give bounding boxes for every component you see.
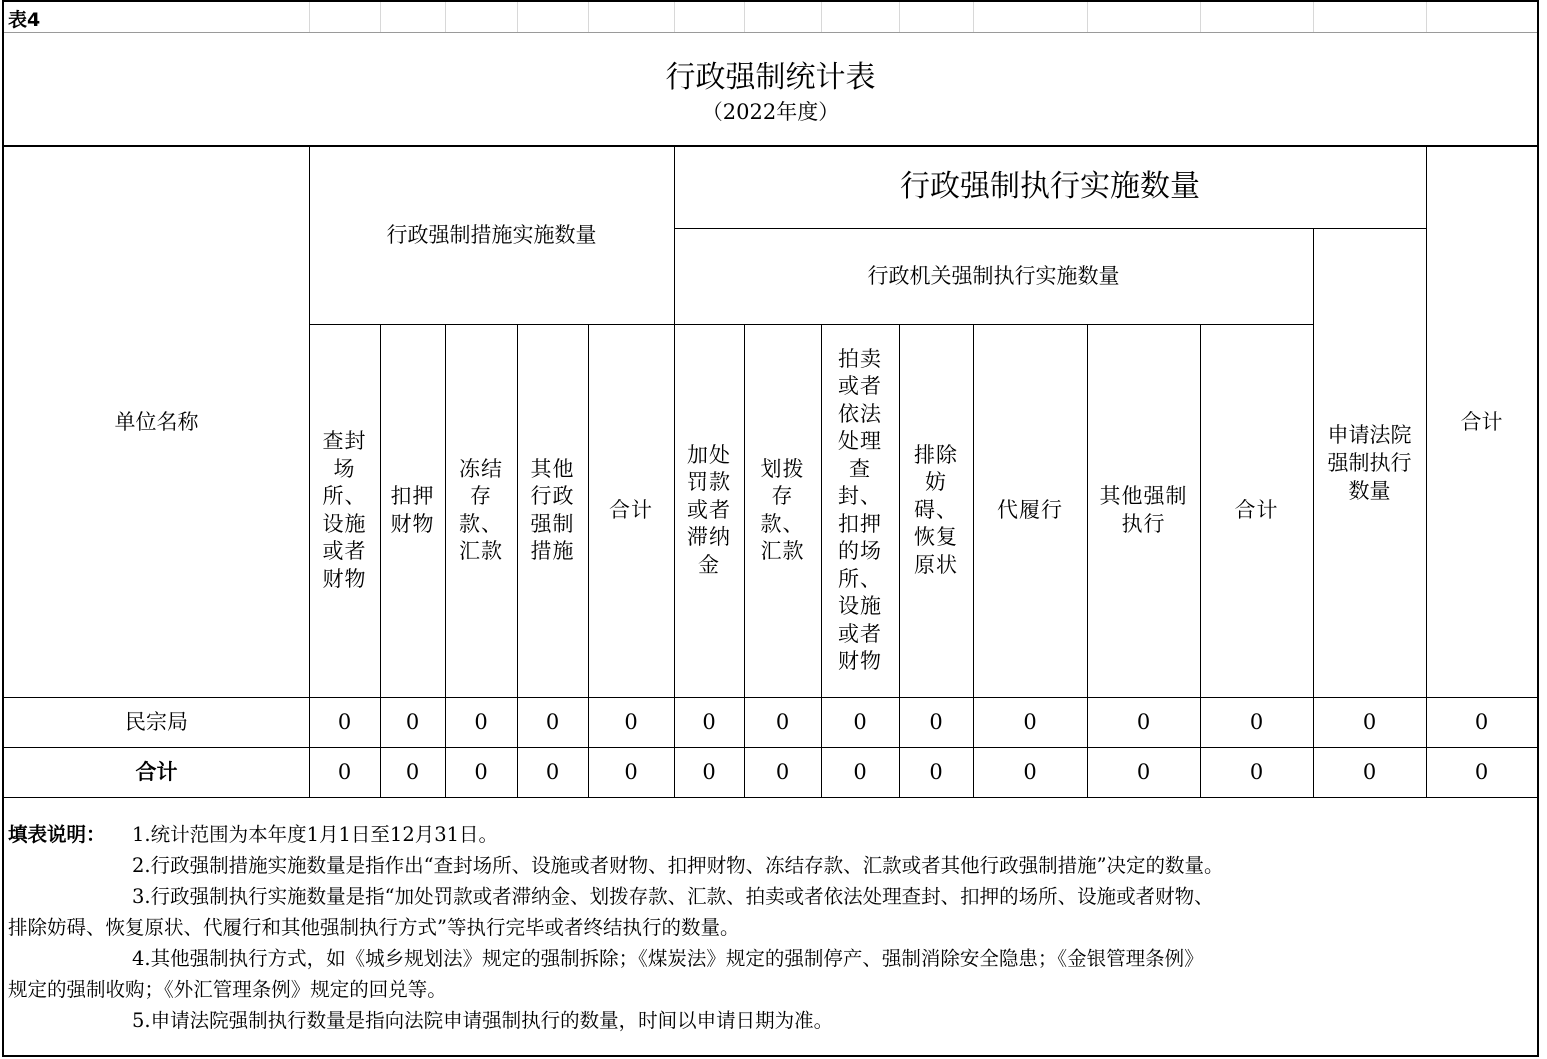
notes-label: 填表说明： [8, 823, 106, 846]
sheet-label: 表4 [8, 9, 41, 31]
note-item-5: 5.申请法院强制执行数量是指向法院申请强制执行的数量，时间以申请日期为准。 [132, 1009, 834, 1032]
row-value: 0 [545, 760, 560, 784]
row-name: 合计 [135, 760, 178, 784]
row-value: 0 [1023, 760, 1037, 784]
header-other-measures: 其他行政强制措施 [530, 456, 575, 563]
row-value: 0 [1474, 760, 1489, 784]
row-value: 0 [545, 710, 560, 734]
note-item-3: 3.行政强制执行实施数量是指“加处罚款或者滞纳金、划拨存款、汇款、拍卖或者依法处理查封、扣押的场所、设施或者财物、 [132, 885, 1214, 908]
row-value: 0 [337, 760, 352, 784]
row-value: 0 [853, 710, 867, 734]
header-late-fine: 加处罚款或者滞纳金 [687, 442, 731, 577]
page-title: 行政强制统计表 [665, 60, 876, 95]
row-value: 0 [853, 760, 867, 784]
row-value: 0 [405, 760, 420, 784]
header-execution-group: 行政强制执行实施数量 [900, 169, 1200, 204]
header-agency-execution-group: 行政机关强制执行实施数量 [867, 264, 1120, 288]
row-name: 民宗局 [125, 710, 188, 734]
row-value: 0 [337, 710, 352, 734]
row-value: 0 [1023, 710, 1037, 734]
header-agency-total: 合计 [1234, 497, 1279, 522]
note-item-3-cont: 排除妨碍、恢复原状、代履行和其他强制执行方式”等执行完毕或者终结执行的数量。 [8, 916, 740, 939]
header-measures-total: 合计 [609, 497, 653, 522]
header-court-request: 申请法院强制执行数量 [1327, 422, 1412, 503]
row-value: 0 [1249, 710, 1264, 734]
header-grand-total: 合计 [1460, 409, 1503, 434]
row-value: 0 [775, 760, 790, 784]
row-value: 0 [1136, 710, 1151, 734]
note-item-2: 2.行政强制措施实施数量是指作出“查封场所、设施或者财物、扣押财物、冻结存款、汇款或者其他行政强制措施”决定的数量。 [132, 854, 1224, 877]
header-auction-property: 拍卖或者依法处理查封、扣押的场所、设施或者财物 [838, 346, 882, 673]
row-value: 0 [1136, 760, 1151, 784]
header-measures-group: 行政强制措施实施数量 [386, 223, 597, 247]
row-value: 0 [474, 710, 488, 734]
row-value: 0 [624, 760, 638, 784]
note-item-4-cont: 规定的强制收购；《外汇管理条例》规定的回兑等。 [8, 978, 447, 1001]
row-value: 0 [929, 760, 943, 784]
header-other-execution: 其他强制执行 [1099, 484, 1188, 536]
row-value: 0 [702, 760, 716, 784]
row-value: 0 [1474, 710, 1489, 734]
header-unit-name: 单位名称 [114, 409, 199, 434]
note-item-4: 4.其他强制执行方式，如《城乡规划法》规定的强制拆除；《煤炭法》规定的强制停产、强制消除安全隐患；《金银管理条例》 [132, 947, 1204, 970]
row-value: 0 [1362, 760, 1377, 784]
header-substitute-performance: 代履行 [997, 497, 1063, 522]
page-subtitle: （2022年度） [701, 100, 840, 124]
title-top-border [4, 32, 1537, 33]
row-value: 0 [1362, 710, 1377, 734]
row-value: 0 [929, 710, 943, 734]
header-freeze-deposit: 冻结存款、汇款 [459, 456, 503, 563]
header-transfer-deposit: 划拨存款、汇款 [760, 456, 805, 563]
row-value: 0 [474, 760, 488, 784]
header-seize-property: 扣押财物 [390, 484, 435, 536]
header-seal-property: 查封场所、设施或者财物 [322, 429, 367, 591]
row-value: 0 [405, 710, 420, 734]
header-remove-obstruction: 排除妨碍、恢复原状 [914, 442, 958, 577]
row-value: 0 [624, 710, 638, 734]
row-value: 0 [775, 710, 790, 734]
row-value: 0 [1249, 760, 1264, 784]
row-value: 0 [702, 710, 716, 734]
note-item-1: 1.统计范围为本年度1月1日至12月31日。 [132, 823, 499, 846]
